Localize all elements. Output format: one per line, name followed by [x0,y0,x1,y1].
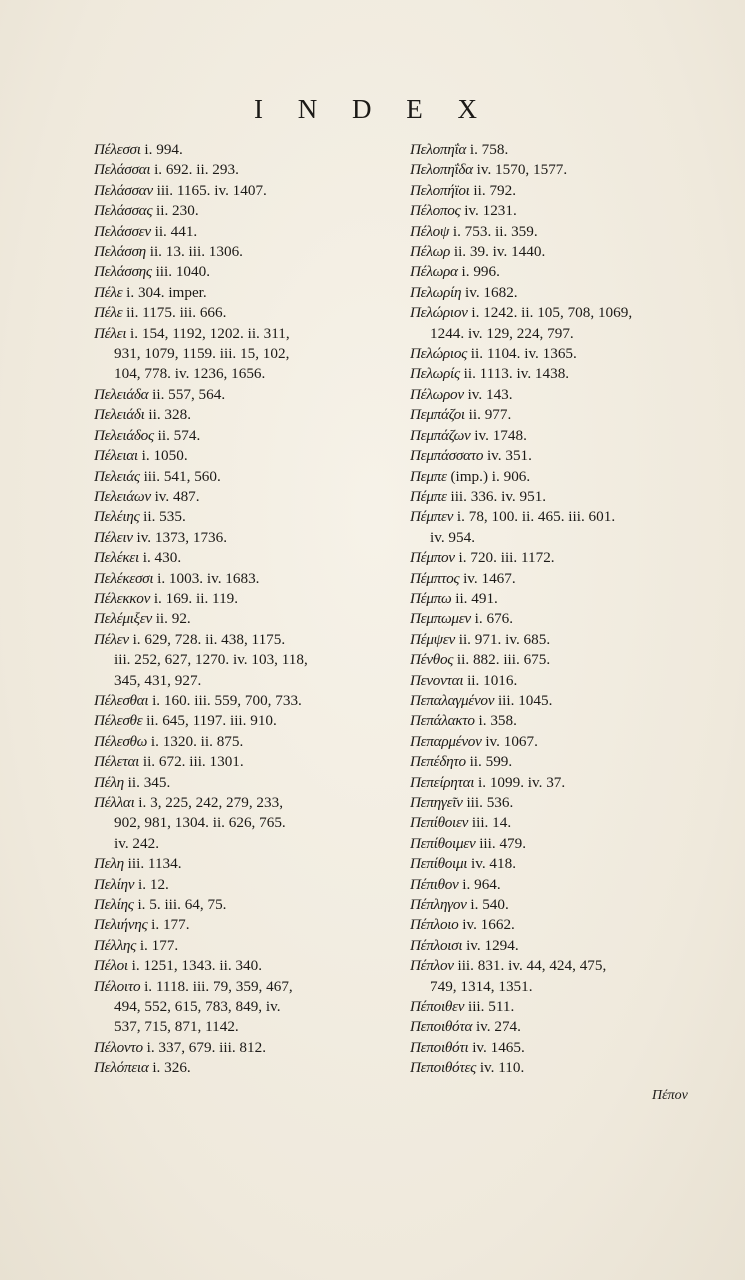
index-entry [94,1017,406,1037]
entry-headword: Πέμπεν [410,508,454,526]
entry-references: i. 994. [144,141,183,158]
index-entry [410,344,710,364]
entry-references: ii. 1104. iv. 1365. [470,345,577,363]
entry-headword: Πέλλης [94,936,137,954]
index-entry [94,140,406,160]
entry-references: ii. 645, 1197. iii. 910. [146,712,277,730]
index-entry [94,385,406,405]
entry-headword: Πελη [94,855,124,873]
entry-headword: Πεμπωμεν [410,610,471,628]
entry-references: iv. 110. [479,1059,525,1077]
entry-headword: Πέλειαι [94,447,138,465]
index-entry [410,1038,710,1058]
entry-headword: Πέμπτος [410,569,460,587]
entry-references: ii. 792. [473,181,517,199]
index-entry [410,446,710,466]
entry-references: iii. 479. [479,834,527,852]
index-entry [410,650,710,670]
entry-references: i. 720. iii. 1172. [458,549,555,567]
entry-references: i. 177. [151,916,190,934]
entry-references: iv. 1748. [474,426,527,444]
entry-references: 494, 552, 615, 783, 849, iv. [114,998,281,1016]
entry-headword: Πελειάδος [94,426,154,444]
entry-headword: Πεπαρμένον [410,732,482,750]
index-entry [94,548,406,568]
entry-headword: Πεμπάζων [410,426,471,444]
entry-references: ii. 441. [154,222,198,240]
entry-headword: Πελειάδα [94,385,149,403]
index-column-right [410,140,710,1079]
index-entry [94,1038,406,1058]
index-entry [410,936,710,956]
entry-headword: Πελειάων [94,487,151,505]
entry-references: iv. 1067. [485,732,538,750]
index-entry [94,467,406,487]
entry-references: i. 78, 100. ii. 465. iii. 601. [456,508,616,526]
index-entry [94,609,406,629]
index-entry [410,773,710,793]
entry-references: i. 1242. ii. 105, 708, 1069, [471,304,633,322]
entry-headword: Πεμπε [410,467,447,485]
entry-references: iv. 1662. [462,916,515,934]
index-entry [94,569,406,589]
entry-headword: Πέπιθον [410,875,459,893]
entry-references: i. 1050. [141,447,188,465]
entry-headword: Πεπαλαγμένον [410,691,495,709]
index-entry [94,834,406,854]
entry-headword: Πελάσση [94,243,146,261]
entry-references: iv. 1570, 1577. [476,161,568,179]
entry-headword: Πελώριον [410,304,468,322]
entry-references: ii. 672. iii. 1301. [142,753,244,771]
index-entry [410,262,710,282]
entry-headword: Πέλοιτο [94,977,141,995]
entry-headword: Πέλειν [94,528,133,546]
entry-headword: Πέμπω [410,589,452,607]
entry-headword: Πενονται [410,671,464,689]
entry-references: ii. 92. [155,610,191,628]
entry-references: iii. 1134. [127,855,182,873]
entry-references: 931, 1079, 1159. iii. 15, 102, [114,345,290,363]
entry-headword: Πέμπε [410,487,447,505]
entry-headword: Πέμπον [410,549,455,567]
index-entry [410,834,710,854]
entry-references: ii. 574. [157,426,201,444]
entry-references: i. 12. [138,875,169,893]
entry-headword: Πελωρίς [410,365,460,383]
index-entry [94,262,406,282]
entry-headword: Πέπληγον [410,896,467,914]
index-entry [410,222,710,242]
catchword: Πέπον [652,1088,688,1103]
index-entry [94,283,406,303]
entry-headword: Πελέμιξεν [94,610,152,628]
index-entry [94,160,406,180]
entry-headword: Πελάσσεν [94,222,151,240]
entry-references: ii. 1175. iii. 666. [126,304,227,322]
entry-references: i. 629, 728. ii. 438, 1175. [132,630,286,648]
entry-references: i. 337, 679. iii. 812. [146,1038,266,1056]
entry-references: 902, 981, 1304. ii. 626, 765. [114,814,286,832]
entry-headword: Πελοπηΐα [410,141,467,158]
entry-headword: Πελέκεσσι [94,569,154,587]
index-entry [410,793,710,813]
index-entry [410,997,710,1017]
entry-headword: Πελειάδι [94,406,145,424]
index-entry [410,303,710,323]
index-entry [410,467,710,487]
entry-headword: Πέλεσσι [94,141,141,158]
index-entry [410,915,710,935]
entry-references: iv. 351. [486,447,532,465]
entry-references: ii. 599. [469,753,513,771]
entry-references: i. 758. [469,141,509,158]
entry-headword: Πελοπηΐδα [410,161,473,179]
entry-references: i. 304. imper. [126,283,207,301]
entry-headword: Πέποιθεν [410,998,465,1016]
entry-references: ii. 971. iv. 685. [458,630,551,648]
entry-headword: Πεπίθοιεν [410,814,469,832]
entry-headword: Πελάσσαν [94,181,153,199]
index-entry [94,813,406,833]
entry-references: i. 1251, 1343. ii. 340. [131,957,263,975]
entry-references: i. 3, 225, 242, 279, 233, [138,794,284,811]
entry-headword: Πεπίθοιμεν [410,834,476,852]
index-entry [94,344,406,364]
entry-headword: Πέλεσθαι [94,691,149,709]
entry-headword: Πελόπεια [94,1059,149,1077]
index-entry [410,609,710,629]
entry-references: i. 996. [461,263,500,281]
index-entry [94,895,406,915]
entry-headword: Πέλοι [94,957,128,975]
entry-headword: Πελωρίη [410,283,462,301]
index-entry [94,977,406,997]
entry-headword: Πέλε [94,304,123,322]
index-entry [94,201,406,221]
entry-references: i. 1003. iv. 1683. [157,569,260,587]
entry-references: iv. 1231. [464,202,517,220]
entry-references: ii. 1113. iv. 1438. [463,365,570,383]
entry-references: 104, 778. iv. 1236, 1656. [114,365,266,383]
entry-headword: Πεπείρηται [410,773,475,791]
entry-references: iii. 1040. [155,263,211,281]
entry-references: i. 154, 1192, 1202. ii. 311, [130,324,290,342]
index-entry [410,364,710,384]
index-entry [410,385,710,405]
index-entry [410,956,710,976]
entry-references: iv. 1373, 1736. [136,528,228,546]
entry-references: iv. 1682. [465,283,518,301]
index-entry [410,671,710,691]
index-entry [410,1017,710,1037]
index-entry [94,426,406,446]
entry-references: i. 692. ii. 293. [154,161,239,179]
entry-references: ii. 491. [455,589,498,607]
entry-references: ii. 557, 564. [152,385,226,403]
entry-references: i. 753. ii. 359. [452,222,538,240]
entry-references: iv. 143. [467,385,513,403]
entry-headword: Πέλει [94,324,127,342]
entry-headword: Πελέκει [94,549,139,567]
entry-references: ii. 345. [127,773,171,791]
entry-references: ii. 882. iii. 675. [456,651,551,669]
entry-references: iv. 954. [430,528,475,546]
entry-references: iii. 252, 627, 1270. iv. 103, 118, [114,651,308,669]
entry-headword: Πέλλαι [94,794,135,811]
index-entry [94,793,406,813]
index-entry [410,1058,710,1078]
entry-references: 537, 715, 871, 1142. [114,1018,239,1036]
index-entry [94,405,406,425]
entry-references: i. 5. iii. 64, 75. [137,896,227,914]
index-entry [410,242,710,262]
index-entry [94,1058,406,1078]
entry-headword: Πελιήνης [94,916,148,934]
index-entry [94,752,406,772]
entry-references: iii. 831. iv. 44, 424, 475, [457,957,607,975]
index-entry [410,487,710,507]
entry-headword: Πεπάλακτο [410,712,475,730]
entry-references: iii. 336. iv. 951. [450,487,547,505]
entry-references: iii. 1165. iv. 1407. [156,181,267,199]
entry-headword: Πένθος [410,651,454,669]
entry-headword: Πέπλοιο [410,916,459,934]
entry-headword: Πέλη [94,773,124,791]
index-entry [94,997,406,1017]
entry-references: iii. 511. [467,998,515,1016]
index-entry [410,181,710,201]
index-entry [94,936,406,956]
entry-headword: Πελειάς [94,467,140,485]
entry-references: i. 964. [462,875,501,893]
entry-references: i. 1118. iii. 79, 359, 467, [144,977,293,995]
entry-references: 345, 431, 927. [114,671,202,689]
index-entry [410,160,710,180]
index-entry [94,630,406,650]
entry-headword: Πέλεσθω [94,732,148,750]
entry-references: i. 676. [474,610,514,628]
index-entry [410,507,710,527]
entry-headword: Πεποιθότες [410,1059,477,1077]
page-title: I N D E X [254,94,491,124]
index-entry [94,915,406,935]
entry-headword: Πέλωρ [410,243,451,261]
entry-references: iv. 1467. [463,569,516,587]
index-entry [94,589,406,609]
index-entry [410,854,710,874]
entry-headword: Πέλεται [94,753,140,771]
entry-references: i. 326. [152,1059,191,1077]
entry-headword: Πεποιθότι [410,1038,469,1056]
entry-references: iii. 14. [471,814,512,832]
index-entry [94,487,406,507]
entry-references: i. 169. ii. 119. [153,589,239,607]
index-entry [94,324,406,344]
entry-references: iv. 418. [471,855,516,873]
entry-references: ii. 39. iv. 1440. [453,243,546,261]
entry-references: i. 1099. iv. 37. [478,773,566,791]
index-entry [410,895,710,915]
index-entry [410,548,710,568]
entry-headword: Πελάσσης [94,263,152,281]
entry-headword: Πέλωρα [410,263,458,281]
index-entry [94,242,406,262]
index-entry [410,405,710,425]
entry-headword: Πέλοντο [94,1038,143,1056]
index-entry [410,569,710,589]
entry-headword: Πεπίθοιμι [410,855,468,873]
entry-headword: Πελέιης [94,508,140,526]
entry-references: (imp.) i. 906. [450,467,531,485]
entry-headword: Πέλε [94,283,123,301]
entry-headword: Πεποιθότα [410,1018,473,1036]
index-entry [94,875,406,895]
entry-references: ii. 535. [143,508,186,526]
entry-references: ii. 1016. [467,671,518,689]
index-entry [410,426,710,446]
index-entry [94,671,406,691]
entry-headword: Πέλεκκον [94,589,151,607]
index-entry [410,283,710,303]
index-entry [94,711,406,731]
index-entry [410,140,710,160]
index-entry [94,364,406,384]
entry-headword: Πελώριος [410,345,467,363]
index-entry [94,650,406,670]
entry-headword: Πελάσσας [94,202,153,220]
index-entry [410,201,710,221]
entry-headword: Πελοπήϊοι [410,181,470,199]
index-entry [410,630,710,650]
entry-headword: Πελίης [94,896,134,914]
index-entry [410,752,710,772]
entry-references: i. 358. [478,712,517,730]
entry-references: iv. 1465. [472,1038,525,1056]
entry-headword: Πέπλον [410,957,454,975]
entry-references: i. 1320. ii. 875. [150,732,244,750]
entry-references: i. 430. [142,549,182,567]
entry-headword: Πεπηγεῖν [410,794,463,811]
entry-headword: Πεπέδητο [410,753,466,771]
index-entry [410,711,710,731]
entry-headword: Πέλεν [94,630,129,648]
index-entry [94,773,406,793]
index-entry [94,222,406,242]
entry-references: iii. 541, 560. [143,467,221,485]
entry-headword: Πελάσσαι [94,161,151,179]
entry-references: 749, 1314, 1351. [430,977,533,995]
entry-references: iv. 1294. [466,936,519,954]
entry-references: iv. 274. [475,1018,521,1036]
index-entry [410,589,710,609]
entry-headword: Πέμψεν [410,630,455,648]
index-entry [410,977,710,997]
index-column-left [94,140,406,1079]
entry-headword: Πελίην [94,875,135,893]
index-entry [94,303,406,323]
entry-references: i. 160. iii. 559, 700, 733. [152,691,302,709]
entry-references: i. 177. [139,936,179,954]
index-entry [94,181,406,201]
entry-references: iii. 1045. [497,691,553,709]
entry-headword: Πεμπάσσατο [410,447,484,465]
entry-references: ii. 977. [468,406,512,424]
index-entry [94,956,406,976]
index-entry [410,324,710,344]
entry-references: iii. 536. [466,794,514,811]
index-entry [94,528,406,548]
entry-headword: Πέλωρον [410,385,464,403]
entry-references: ii. 13. iii. 1306. [149,243,243,261]
index-entry [410,528,710,548]
index-entry [410,875,710,895]
index-entry [94,507,406,527]
entry-references: iv. 242. [114,834,159,852]
entry-references: iv. 487. [154,487,200,505]
entry-headword: Πέλοπος [410,202,461,220]
entry-headword: Πεμπάζοι [410,406,465,424]
entry-headword: Πέλεσθε [94,712,143,730]
index-entry [94,691,406,711]
index-entry [94,732,406,752]
entry-headword: Πέπλοισι [410,936,463,954]
index-entry [94,446,406,466]
entry-references: ii. 230. [156,202,199,220]
index-entry [94,854,406,874]
entry-references: 1244. iv. 129, 224, 797. [430,324,574,342]
entry-references: i. 540. [470,896,509,914]
index-entry [410,691,710,711]
entry-references: ii. 328. [148,406,192,424]
index-entry [410,813,710,833]
entry-headword: Πέλοψ [410,222,450,240]
index-entry [410,732,710,752]
